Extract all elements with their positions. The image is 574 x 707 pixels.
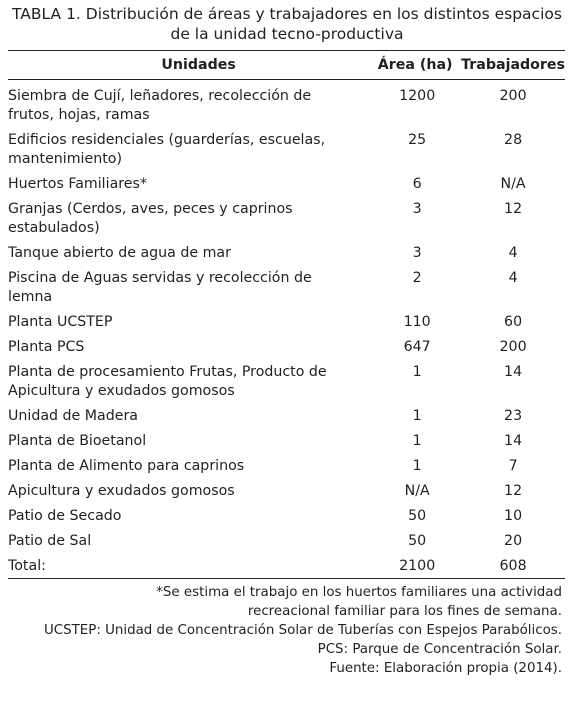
cell-workers: 60 [504,314,523,330]
table-row [8,197,565,241]
cell-workers: 14 [504,364,523,380]
table-notes [8,583,566,678]
table-row [8,266,565,310]
cell-unit: Apicultura y exudados gomosos [8,483,235,499]
cell-workers: 4 [508,270,518,286]
cell-area: N/A [404,483,430,499]
cell-area: 25 [408,132,427,148]
table-header-row [8,51,565,80]
table-row [8,80,565,129]
table-row [8,404,565,429]
cell-workers: 12 [504,483,523,499]
cell-unit: Unidad de Madera [8,408,138,424]
cell-unit: Planta de procesamiento Frutas, Producto de Apicultura y exudados gomosos [8,364,327,399]
cell-unit: Patio de Sal [8,533,92,549]
cell-unit: Huertos Familiares* [8,176,147,192]
cell-unit: Piscina de Aguas servidas y recolección de lemna [8,270,312,305]
total-area: 2100 [399,558,436,574]
table-row [8,360,565,404]
cell-workers: 12 [504,201,523,217]
cell-workers: N/A [500,176,526,192]
cell-area: 3 [412,201,422,217]
cell-unit: Planta de Bioetanol [8,433,147,449]
note-pcs: PCS: Parque de Concentración Solar. [317,642,562,657]
caption-line-1: TABLA 1. Distribución de áreas y trabajadores en los distintos espacios [12,5,562,23]
table-body [8,80,565,579]
caption-line-2: de la unidad tecno-productiva [170,25,404,43]
cell-area: 110 [403,314,431,330]
cell-area: 1 [412,408,422,424]
cell-unit: Edificios residenciales (guarderías, escuelas, mantenimiento) [8,132,326,167]
cell-workers: 28 [504,132,523,148]
table-caption [8,4,566,44]
table-row [8,429,565,454]
header-unidades: Unidades [161,57,236,73]
cell-workers: 14 [504,433,523,449]
cell-area: 1200 [399,88,436,104]
table-row [8,529,565,554]
cell-workers: 7 [508,458,518,474]
table-row [8,454,565,479]
table-row [8,128,565,172]
cell-area: 1 [412,433,422,449]
cell-workers: 200 [499,339,527,355]
table-row [8,310,565,335]
cell-area: 6 [412,176,422,192]
cell-workers: 20 [504,533,523,549]
note-ucstep: UCSTEP: Unidad de Concentración Solar de Tuberías con Espejos Parabólicos. [43,623,562,638]
cell-workers: 4 [508,245,518,261]
header-trabajadores: Trabajadores [461,57,565,73]
cell-area: 3 [412,245,422,261]
cell-unit: Planta UCSTEP [8,314,113,330]
cell-area: 50 [408,508,427,524]
note-huertos: *Se estima el trabajo en los huertos familiares una actividad [156,585,562,600]
cell-unit: Tanque abierto de agua de mar [8,245,231,261]
data-table [8,50,565,579]
cell-area: 2 [412,270,422,286]
cell-unit: Patio de Secado [8,508,122,524]
total-label: Total: [8,558,46,574]
table-row [8,479,565,504]
note-source: Fuente: Elaboración propia (2014). [329,661,562,676]
table-row [8,504,565,529]
cell-area: 1 [412,364,422,380]
cell-area: 1 [412,458,422,474]
table-row [8,172,565,197]
total-workers: 608 [499,558,527,574]
cell-area: 647 [403,339,431,355]
cell-unit: Siembra de Cují, leñadores, recolección de frutos, hojas, ramas [8,88,312,123]
header-area: Área (ha) [377,57,453,73]
cell-unit: Planta de Alimento para caprinos [8,458,245,474]
cell-workers: 23 [504,408,523,424]
cell-unit: Granjas (Cerdos, aves, peces y caprinos estabulados) [8,201,293,236]
note-huertos-cont: recreacional familiar para los fines de semana. [247,604,562,619]
cell-area: 50 [408,533,427,549]
table-row [8,335,565,360]
cell-unit: Planta PCS [8,339,85,355]
cell-workers: 200 [499,88,527,104]
table-row [8,241,565,266]
table-total-row [8,554,565,579]
cell-workers: 10 [504,508,523,524]
